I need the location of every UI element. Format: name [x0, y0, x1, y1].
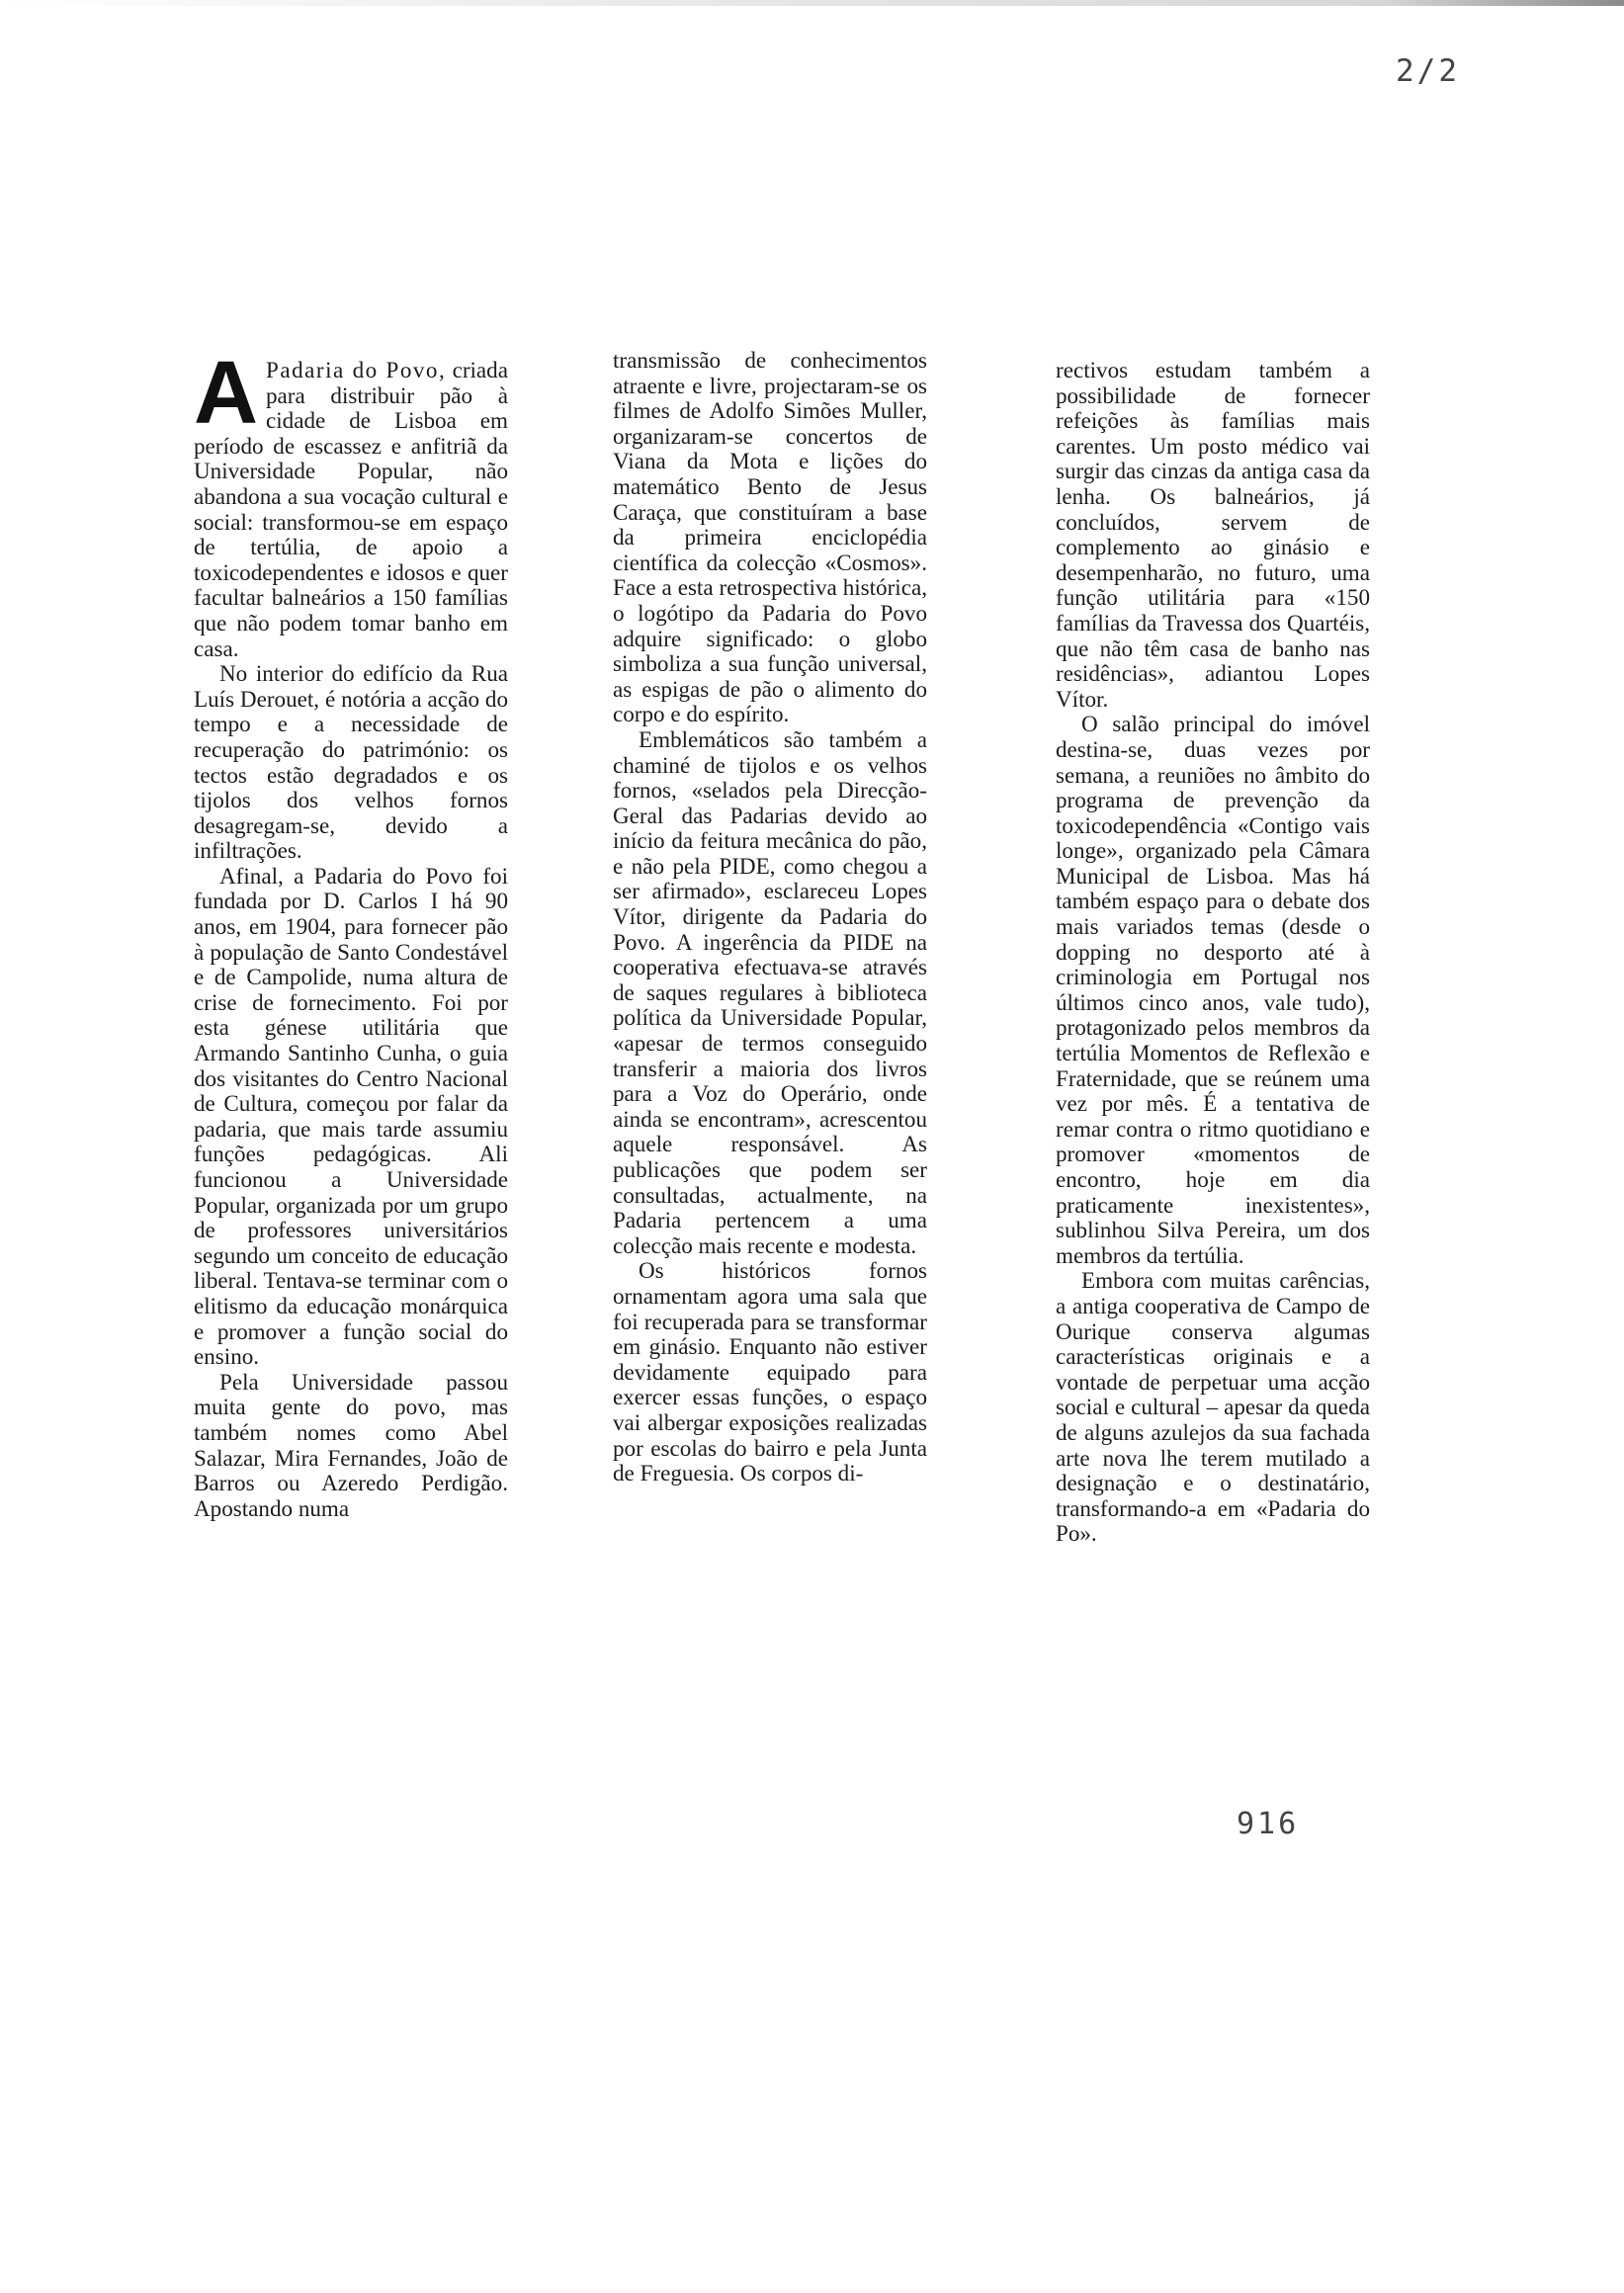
article-paragraph: Emblemáticos são também a chaminé de tijolos e os velhos fornos, «selados pela Direcção-Geral das Padarias devido ao início da feitura mecânica do pão, e não pela PIDE, como chegou a ser afirmado», esclareceu Lopes Vítor, dirigente da Padaria do Povo. A ingerência da PIDE na cooperativa efectuava-se através de saques regulares à biblioteca política da Universidade Popular, «apesar de termos conseguido transferir a maioria dos livros para a Voz do Operário, onde ainda se encontram», acrescentou aquele responsável. As publicações que podem ser consultadas, actualmente, na Padaria pertencem a uma colecção mais recente e modesta. [613, 725, 927, 1258]
article-paragraph: transmissão de conhecimentos atraente e livre, projectaram-se os filmes de Adolfo Simões Muller, organizaram-se concertos de Viana da Mota e lições do matemático Bento de Jesus Caraça, que constituíram a base da primeira enciclopédia científica da colecção «Cosmos». Face a esta retrospectiva histórica, o logótipo da Padaria do Povo adquire significado: o globo simboliza a sua função universal, as espigas de pão o alimento do corpo e do espírito. [613, 347, 927, 727]
article-paragraph: No interior do edifício da Rua Luís Derouet, é notória a acção do tempo e a necessidade de recuperação do património: os tectos estão degradados e os tijolos dos velhos fornos desagregam-se, devido a infiltrações. [194, 660, 508, 864]
article [194, 344, 1390, 1781]
article-paragraph: O salão principal do imóvel destina-se, duas vezes por semana, a reuniões no âmbito do programa de prevenção da toxicodependência «Contigo vais longe», organizado pela Câmara Municipal de Lisboa. Mas há também espaço para o debate dos mais variados temas (desde o dopping no desporto até à criminologia em Portugal nos últimos cinco anos, vale tudo), protagonizado pelos membros da tertúlia Momentos de Reflexão e Fraternidade, que se reúnem uma vez por mês. É a tentativa de remar contra o ritmo quotidiano e promover «momentos de encontro, hoje em dia praticamente inexistentes», sublinhou Silva Pereira, um dos membros da tertúlia. [1056, 711, 1370, 1268]
article-paragraph: Embora com muitas carências, a antiga cooperativa de Campo de Ourique conserva algumas características originais e a vontade de perpetuar uma acção social e cultural – apesar da queda de alguns azulejos da sua fachada arte nova lhe terem mutilado a designação e o destinatário, transformando-a em «Padaria do Po». [1056, 1267, 1370, 1547]
article-paragraph: Afinal, a Padaria do Povo foi fundada por D. Carlos I há 90 anos, em 1904, para fornecer pão à população de Santo Condestável e de Campolide, numa altura de crise de fornecimento. Foi por esta génese utilitária que Armando Santinho Cunha, o guia dos visitantes do Centro Nacional de Cultura, começou por falar da padaria, que mais tarde assumiu funções pedagógicas. Ali funcionou a Universidade Popular, organizada por um grupo de professores universitários segundo um conceito de educação liberal. Tentava-se terminar com o elitismo da educação monárquica e promover a função social do ensino. [194, 862, 508, 1370]
article-paragraph: Os históricos fornos ornamentam agora uma sala que foi recuperada para se transformar em ginásio. Enquanto não estiver devidamente equipado para exercer essas funções, o espaço vai albergar exposições realizadas por escolas do bairro e pela Junta de Freguesia. Os corpos di- [613, 1257, 927, 1486]
article-paragraph: rectivos estudam também a possibilidade de fornecer refeições às famílias mais carentes. Um posto médico vai surgir das cinzas da antiga casa da lenha. Os balneários, já concluídos, servem de complemento ao ginásio e desempenharão, no futuro, uma função utilitária para «150 famílias da Travessa dos Quartéis, que não têm casa de banho nas residências», adiantou Lopes Vítor. [1056, 357, 1370, 712]
article-paragraph: Pela Universidade passou muita gente do povo, mas também nomes como Abel Salazar, Mira Fernandes, João de Barros ou Azeredo Perdigão. Apostando numa [194, 1368, 508, 1521]
article-column-1 [194, 344, 508, 1521]
article-column-3 [1056, 358, 1370, 1547]
article-paragraph [194, 344, 508, 661]
folio-number: 916 [1237, 1807, 1300, 1841]
scan-edge [0, 0, 1624, 6]
lead-in-text: Padaria do Povo, [266, 357, 447, 382]
paragraph-text: criada para distribuir pão à cidade de Lisboa em período de escassez e anfitriã da Universidade Popular, não abandona a sua vocação cultural e social: transformou-se em espaço de tertúlia, de apoio a toxicodependentes e idosos e quer facultar balneários a 150 famílias que não podem tomar banho em casa. [194, 357, 508, 661]
article-column-2 [613, 348, 927, 1486]
drop-cap: A [194, 344, 258, 443]
page-counter: 2/2 [1396, 53, 1460, 89]
